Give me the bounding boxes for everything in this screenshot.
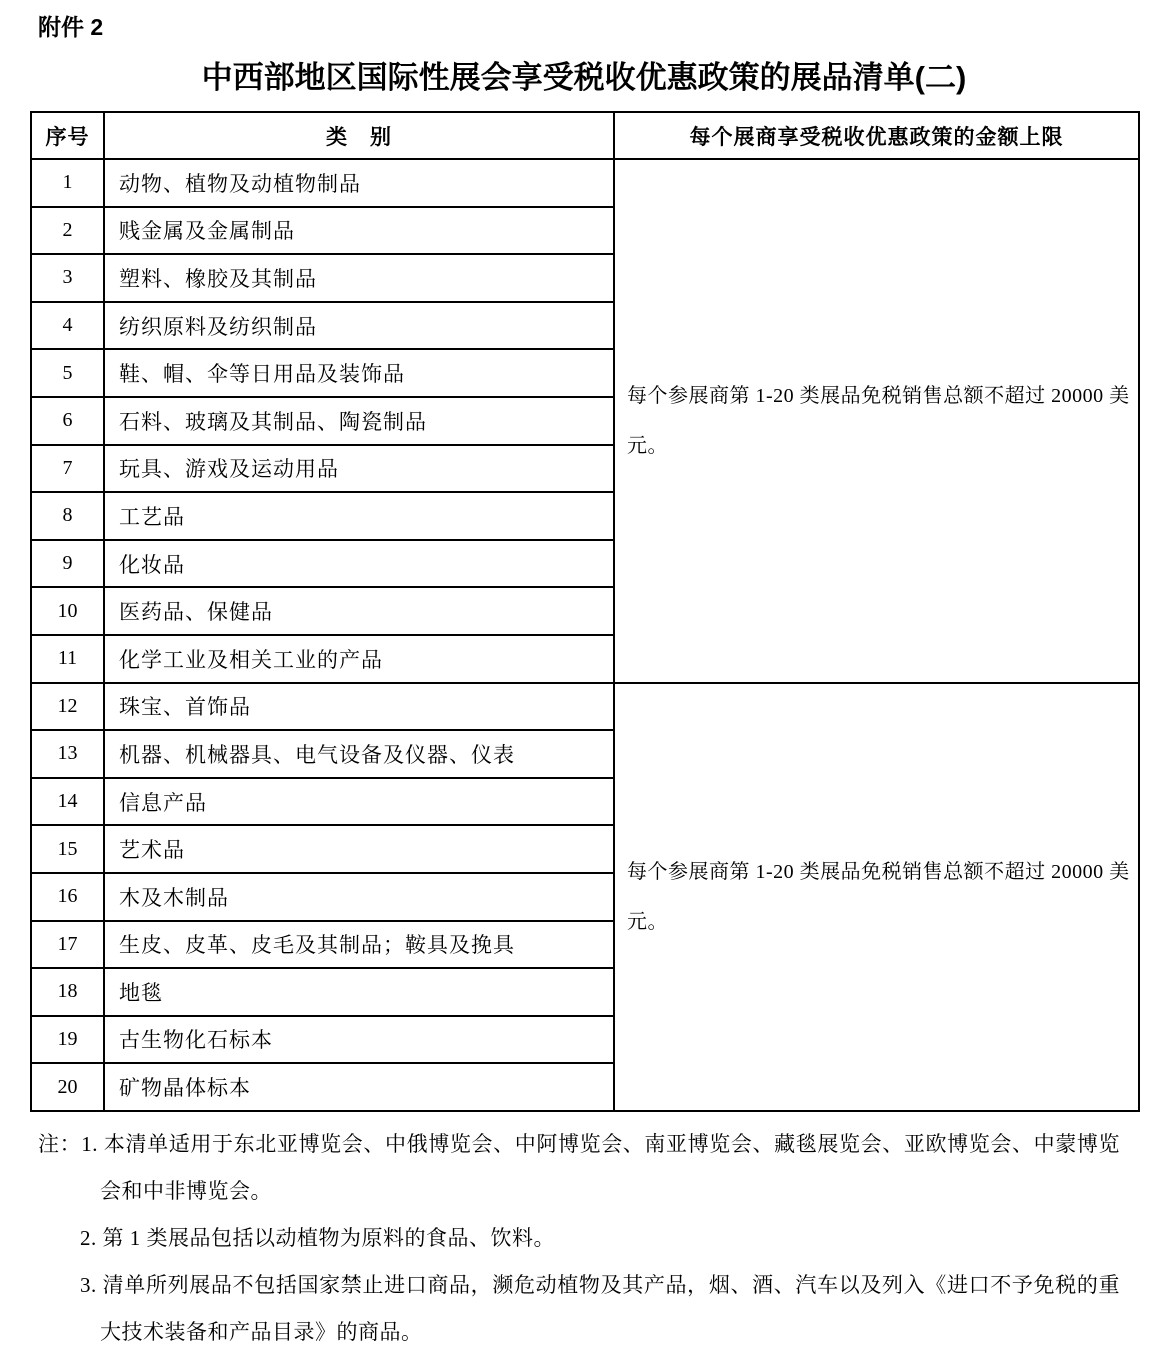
header-category: 类 别 (104, 112, 614, 159)
row-category: 地毯 (104, 968, 614, 1016)
note-item-1 (38, 1121, 1121, 1215)
note-number: 2. (80, 1225, 97, 1250)
row-category: 珠宝、首饰品 (104, 683, 614, 731)
row-category: 工艺品 (104, 492, 614, 540)
limit-group-1: 每个参展商第 1-20 类展品免税销售总额不超过 20000 美元。 (614, 159, 1139, 683)
row-category: 化妆品 (104, 540, 614, 588)
note-text: 本清单适用于东北亚博览会、中俄博览会、中阿博览会、南亚博览会、藏毯展览会、亚欧博览会、中蒙博览会和中非博览会。 (100, 1131, 1121, 1203)
note-number: 3. (80, 1272, 97, 1297)
row-index: 15 (31, 825, 104, 873)
row-category: 化学工业及相关工业的产品 (104, 635, 614, 683)
row-category: 石料、玻璃及其制品、陶瓷制品 (104, 397, 614, 445)
row-category: 信息产品 (104, 778, 614, 826)
row-category: 生皮、皮革、皮毛及其制品；鞍具及挽具 (104, 921, 614, 969)
row-index: 3 (31, 254, 104, 302)
row-index: 18 (31, 968, 104, 1016)
row-category: 玩具、游戏及运动用品 (104, 445, 614, 493)
row-index: 19 (31, 1016, 104, 1064)
row-index: 20 (31, 1063, 104, 1111)
row-index: 7 (31, 445, 104, 493)
note-item-3 (80, 1262, 1121, 1350)
row-index: 14 (31, 778, 104, 826)
row-category: 鞋、帽、伞等日用品及装饰品 (104, 349, 614, 397)
note-prefix: 注： (38, 1131, 82, 1156)
note-item-2 (80, 1215, 1120, 1262)
row-category: 艺术品 (104, 825, 614, 873)
row-category: 动物、植物及动植物制品 (104, 159, 614, 207)
row-index: 8 (31, 492, 104, 540)
row-index: 16 (31, 873, 104, 921)
table-row (31, 159, 1139, 207)
row-category: 木及木制品 (104, 873, 614, 921)
row-category: 贱金属及金属制品 (104, 207, 614, 255)
row-index: 1 (31, 159, 104, 207)
attachment-label: 附件 2 (38, 14, 104, 40)
row-index: 10 (31, 587, 104, 635)
note-number: 1. (81, 1131, 98, 1156)
row-index: 2 (31, 207, 104, 255)
note-text: 第 1 类展品包括以动植物为原料的食品、饮料。 (102, 1225, 555, 1250)
row-category: 医药品、保健品 (104, 587, 614, 635)
row-index: 4 (31, 302, 104, 350)
table-header-row (31, 112, 1139, 159)
header-index: 序号 (31, 112, 104, 159)
row-category: 塑料、橡胶及其制品 (104, 254, 614, 302)
note-text: 清单所列展品不包括国家禁止进口商品，濒危动植物及其产品，烟、酒、汽车以及列入《进口不予免税的重大技术装备和产品目录》的商品。 (100, 1272, 1121, 1344)
row-category: 机器、机械器具、电气设备及仪器、仪表 (104, 730, 614, 778)
header-limit: 每个展商享受税收优惠政策的金额上限 (614, 112, 1139, 159)
page-title: 中西部地区国际性展会享受税收优惠政策的展品清单(二) (201, 60, 967, 95)
row-index: 9 (31, 540, 104, 588)
exhibit-table (30, 111, 1140, 1112)
row-index: 11 (31, 635, 104, 683)
row-index: 13 (31, 730, 104, 778)
row-category: 纺织原料及纺织制品 (104, 302, 614, 350)
row-index: 6 (31, 397, 104, 445)
row-category: 矿物晶体标本 (104, 1063, 614, 1111)
row-index: 12 (31, 683, 104, 731)
row-index: 5 (31, 349, 104, 397)
table-row (31, 683, 1139, 731)
notes-section (0, 1121, 1120, 1350)
row-index: 17 (31, 921, 104, 969)
row-category: 古生物化石标本 (104, 1016, 614, 1064)
limit-group-2: 每个参展商第 1-20 类展品免税销售总额不超过 20000 美元。 (614, 683, 1139, 1111)
